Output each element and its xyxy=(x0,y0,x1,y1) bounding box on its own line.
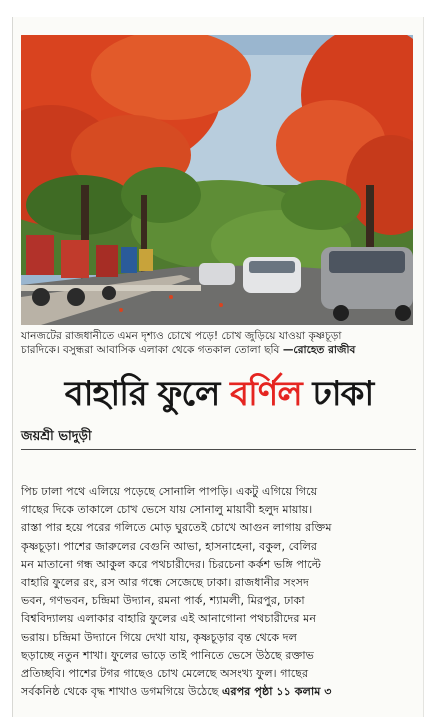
byline: জয়শ্রী ভাদুড়ী xyxy=(21,429,92,444)
headline-accent-word: বর্ণিল xyxy=(230,374,302,414)
headline-part-1: বাহারি ফুলে xyxy=(64,374,231,414)
photo-caption xyxy=(21,329,415,357)
newspaper-clipping xyxy=(12,17,424,717)
article-body xyxy=(21,483,417,701)
caption-line-2: চারদিকে। বসুন্ধরা আবাসিক এলাকা থেকে গতকাল তোলা ছবি xyxy=(21,344,280,356)
body-line: ছড়াচ্ছে নতুন শাখা। ফুলের ভাড়ে তাই পানিতে ভেসে উঠছে রক্তাভ xyxy=(21,648,314,662)
headline xyxy=(13,369,425,419)
body-last-line xyxy=(21,683,417,701)
body-line: কৃষ্ণচূড়া। পাশের জারুলের বেগুনি আভা, হাসনাহেনা, বকুল, বেলির xyxy=(21,539,318,553)
photo-credit: —রোহেত রাজীব xyxy=(282,344,356,356)
street-photo-illustration xyxy=(21,35,413,325)
body-last-text: সর্বকনিষ্ঠ থেকে বৃদ্ধ শাখাও ডগমগিয়ে উঠেছে xyxy=(21,685,219,699)
body-line: গাছের দিকে তাকালে চোখ ভেসে যায় সোনালু মায়াবী হলুদ মায়ায়। xyxy=(21,503,313,517)
body-line: ভরায়। চন্দ্রিমা উদ্যানে গিয়ে দেখা যায়, কৃষ্ণচূড়ার বৃন্ত থেকে দল xyxy=(21,630,298,644)
body-line: মন মাতানো গন্ধ আকুল করে পথচারীদের। চিরচেনা কর্কশ ভঙ্গি পাল্টে xyxy=(21,557,321,571)
byline-divider xyxy=(21,449,416,450)
body-line: প্রতিচ্ছবি। পাশের টগর গাছেও চোখ মেলেছে অসংখ্য ফুল। গাছের xyxy=(21,667,309,681)
headline-part-3: ঢাকা xyxy=(301,374,374,414)
body-line: পিচ ঢালা পথে এলিয়ে পড়েছে সোনালি পাপড়ি। একটু এগিয়ে গিয়ে xyxy=(21,485,318,498)
body-line: ভবন, গণভবন, চন্দ্রিমা উদ্যান, রমনা পার্ক, শ্যামলী, মিরপুর, ঢাকা xyxy=(21,594,305,608)
news-photo xyxy=(21,35,413,325)
continuation-note: এরপর পৃষ্ঠা ১১ কলাম ৩ xyxy=(222,685,332,699)
caption-line-1: যানজটের রাজধানীতে এমন দৃশ্যও চোখে পড়ে! চোখ জুড়িয়ে যাওয়া কৃষ্ণচূড়া xyxy=(21,330,342,342)
body-line: বাহারি ফুলের রং, রস আর গন্ধে সেজেছে ঢাকা। রাজধানীর সংসদ xyxy=(21,576,309,590)
body-line: রাস্তা পার হয়ে পরের গলিতে মোড় ঘুরতেই চোখে আগুন লাগায় রক্তিম xyxy=(21,521,332,535)
body-line: বিশ্ববিদ্যালয় এলাকার বাহারি ফুলের এই আনাগোনা পথচারীদের মন xyxy=(21,612,317,626)
